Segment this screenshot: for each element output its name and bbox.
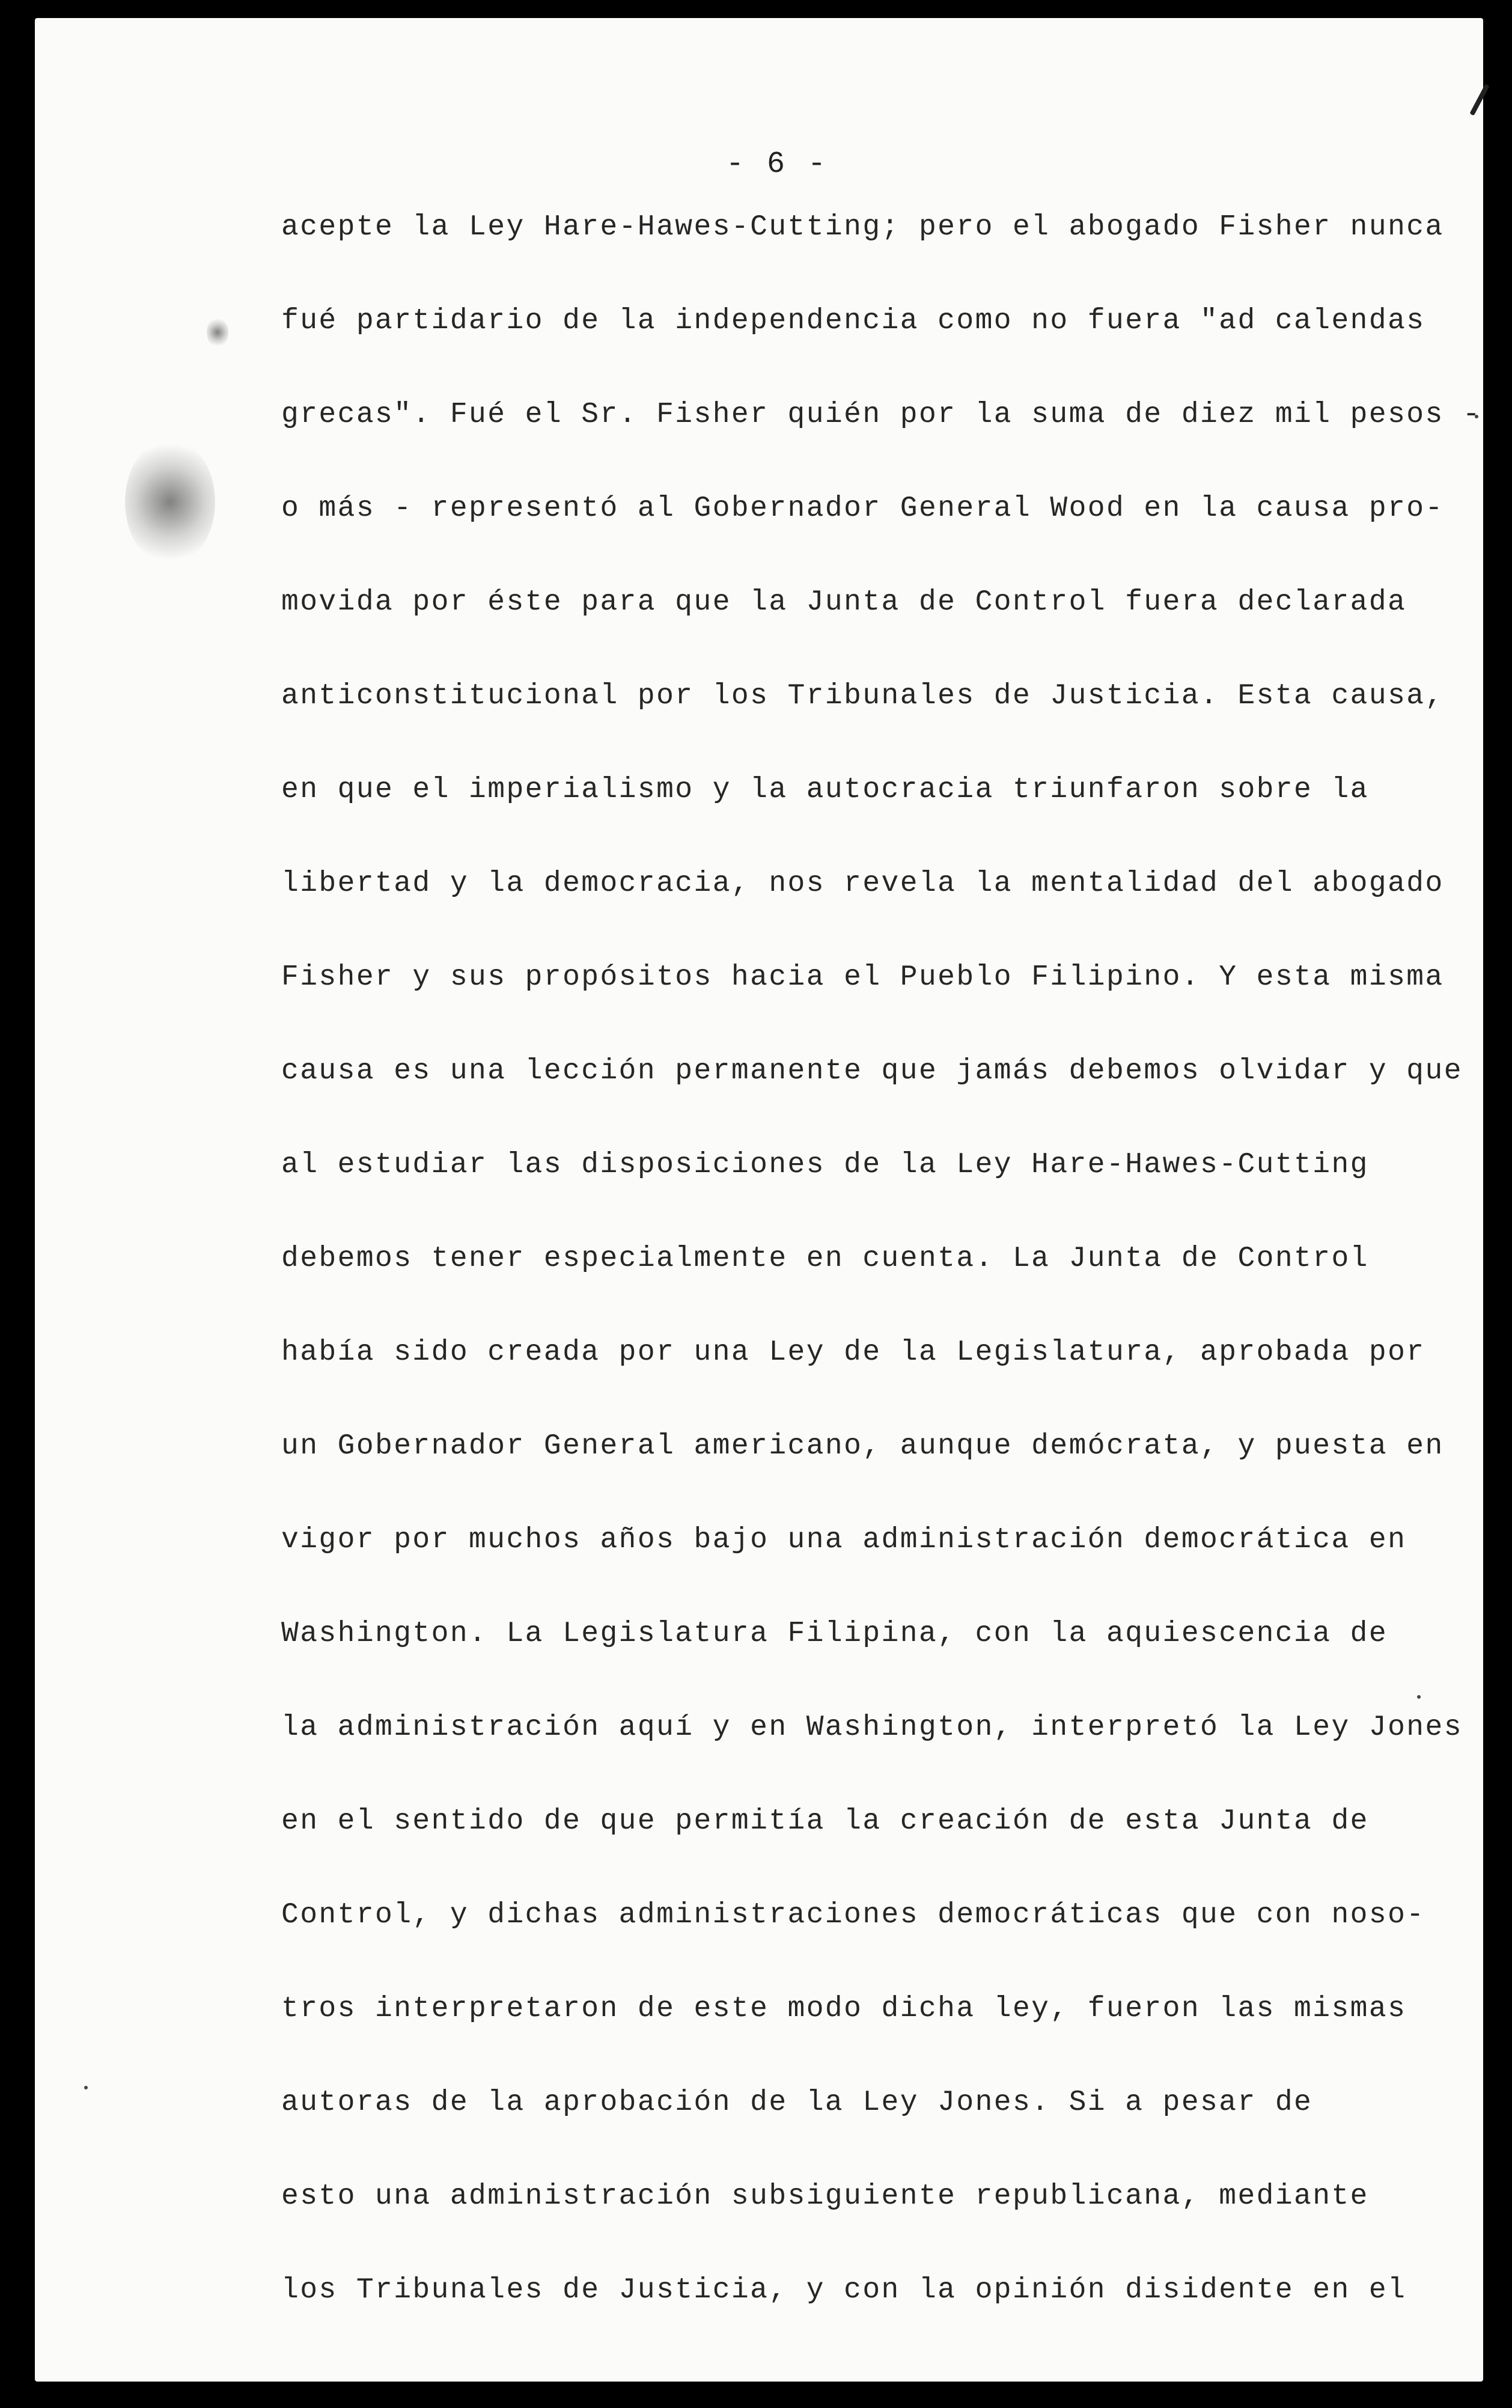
- ink-smudge: [125, 439, 215, 565]
- text-line: en el sentido de que permitía la creación de esta Junta de: [281, 1805, 1369, 1838]
- text-line: tros interpretaron de este modo dicha ley, fueron las mismas: [281, 1993, 1407, 2025]
- text-line: o más - representó al Gobernador General Wood en la causa pro-: [281, 492, 1444, 525]
- ink-smudge: [207, 317, 228, 347]
- text-line: causa es una lección permanente que jamás debemos olvidar y que: [281, 1055, 1463, 1087]
- text-line: había sido creada por una Ley de la Legislatura, aprobada por: [281, 1336, 1425, 1369]
- text-line: movida por éste para que la Junta de Control fuera declarada: [281, 586, 1407, 619]
- speck: [84, 2086, 88, 2089]
- text-line: los Tribunales de Justicia, y con la opinión disidente en el: [281, 2274, 1407, 2306]
- text-line: Fisher y sus propósitos hacia el Pueblo Filipino. Y esta misma: [281, 961, 1444, 994]
- corner-pen-mark: [1469, 84, 1489, 115]
- text-line: esto una administración subsiguiente republicana, mediante: [281, 2180, 1369, 2213]
- text-line: al estudiar las disposiciones de la Ley Hare-Hawes-Cutting: [281, 1149, 1369, 1181]
- text-line: anticonstitucional por los Tribunales de Justicia. Esta causa,: [281, 680, 1444, 712]
- text-line: acepte la Ley Hare-Hawes-Cutting; pero el abogado Fisher nunca: [281, 211, 1444, 243]
- text-line: vigor por muchos años bajo una administración democrática en: [281, 1524, 1407, 1556]
- text-line: grecas". Fué el Sr. Fisher quién por la suma de diez mil pesos -: [281, 399, 1482, 431]
- body-text: [281, 210, 1481, 2367]
- text-line: fué partidario de la independencia como no fuera "ad calendas: [281, 305, 1425, 337]
- text-line: un Gobernador General americano, aunque demócrata, y puesta en: [281, 1430, 1444, 1462]
- text-line: autoras de la aprobación de la Ley Jones. Si a pesar de: [281, 2086, 1313, 2119]
- text-line: Control, y dichas administraciones democráticas que con noso-: [281, 1899, 1425, 1931]
- document-page: [35, 18, 1483, 2382]
- text-line: libertad y la democracia, nos revela la mentalidad del abogado: [281, 867, 1444, 900]
- text-line: Washington. La Legislatura Filipina, con la aquiescencia de: [281, 1618, 1388, 1650]
- page-number: - 6 -: [726, 147, 829, 182]
- text-line: debemos tener especialmente en cuenta. La Junta de Control: [281, 1242, 1369, 1275]
- text-line: la administración aquí y en Washington, interpretó la Ley Jones: [281, 1711, 1463, 1744]
- text-line: en que el imperialismo y la autocracia triunfaron sobre la: [281, 774, 1369, 806]
